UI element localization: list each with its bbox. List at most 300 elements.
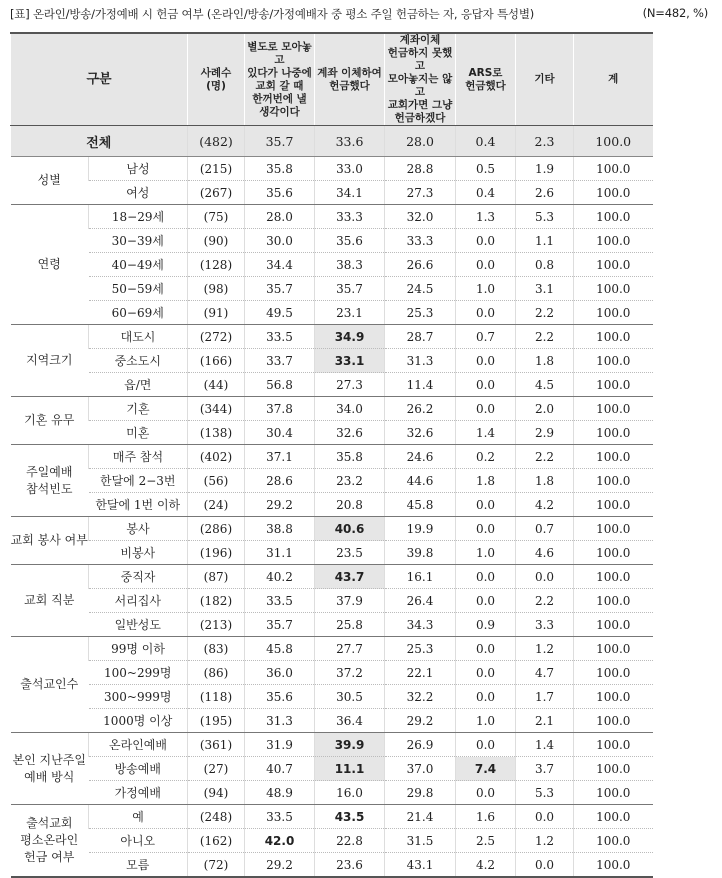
value-cell: 1.1 bbox=[516, 229, 574, 253]
subgroup-label: 18−29세 bbox=[89, 205, 188, 229]
value-cell: 32.2 bbox=[385, 685, 456, 709]
value-cell: 28.6 bbox=[245, 469, 315, 493]
subgroup-label: 아니오 bbox=[89, 829, 188, 853]
value-cell: 34.9 bbox=[315, 325, 385, 349]
subgroup-label: 온라인예배 bbox=[89, 733, 188, 757]
value-cell: 33.3 bbox=[315, 205, 385, 229]
value-cell: 32.0 bbox=[385, 205, 456, 229]
value-cell: 4.2 bbox=[456, 853, 516, 878]
group-label: 연령 bbox=[11, 205, 89, 325]
value-cell: 100.0 bbox=[574, 493, 653, 517]
total-value: 0.4 bbox=[456, 126, 516, 157]
table-row bbox=[11, 205, 653, 229]
value-cell: 100.0 bbox=[574, 205, 653, 229]
value-cell: 40.6 bbox=[315, 517, 385, 541]
table-row bbox=[11, 157, 653, 181]
total-label: 전체 bbox=[11, 126, 188, 157]
value-cell: 31.1 bbox=[245, 541, 315, 565]
value-cell: 35.6 bbox=[245, 685, 315, 709]
group-label: 출석교회 평소온라인 헌금 여부 bbox=[11, 805, 89, 878]
value-cell: 1.0 bbox=[456, 709, 516, 733]
header-gubun: 구분 bbox=[11, 33, 188, 126]
value-cell: 0.4 bbox=[456, 181, 516, 205]
value-cell: 34.4 bbox=[245, 253, 315, 277]
value-cell: 0.0 bbox=[516, 853, 574, 878]
cases-cell: (128) bbox=[188, 253, 245, 277]
cases-cell: (44) bbox=[188, 373, 245, 397]
table-row bbox=[11, 805, 653, 829]
value-cell: 1.0 bbox=[456, 541, 516, 565]
cases-cell: (98) bbox=[188, 277, 245, 301]
header-col2: 계좌 이체하여 헌금했다 bbox=[315, 33, 385, 126]
value-cell: 48.9 bbox=[245, 781, 315, 805]
cases-cell: (166) bbox=[188, 349, 245, 373]
value-cell: 36.4 bbox=[315, 709, 385, 733]
cases-cell: (118) bbox=[188, 685, 245, 709]
subgroup-label: 예 bbox=[89, 805, 188, 829]
value-cell: 0.0 bbox=[456, 733, 516, 757]
value-cell: 100.0 bbox=[574, 229, 653, 253]
value-cell: 0.0 bbox=[456, 565, 516, 589]
value-cell: 38.8 bbox=[245, 517, 315, 541]
value-cell: 39.8 bbox=[385, 541, 456, 565]
table-row bbox=[11, 301, 653, 325]
survey-table bbox=[10, 32, 653, 878]
cases-cell: (402) bbox=[188, 445, 245, 469]
value-cell: 23.5 bbox=[315, 541, 385, 565]
value-cell: 2.2 bbox=[516, 301, 574, 325]
subgroup-label: 가정예배 bbox=[89, 781, 188, 805]
subgroup-label: 100~299명 bbox=[89, 661, 188, 685]
cases-cell: (75) bbox=[188, 205, 245, 229]
table-row bbox=[11, 349, 653, 373]
value-cell: 0.0 bbox=[456, 517, 516, 541]
value-cell: 2.5 bbox=[456, 829, 516, 853]
value-cell: 100.0 bbox=[574, 661, 653, 685]
value-cell: 100.0 bbox=[574, 373, 653, 397]
table-row bbox=[11, 445, 653, 469]
group-label: 주일예배 참석빈도 bbox=[11, 445, 89, 517]
value-cell: 4.6 bbox=[516, 541, 574, 565]
value-cell: 24.6 bbox=[385, 445, 456, 469]
subgroup-label: 미혼 bbox=[89, 421, 188, 445]
value-cell: 30.4 bbox=[245, 421, 315, 445]
table-row bbox=[11, 325, 653, 349]
value-cell: 0.0 bbox=[516, 565, 574, 589]
table-row bbox=[11, 685, 653, 709]
subgroup-label: 한달에 1번 이하 bbox=[89, 493, 188, 517]
value-cell: 45.8 bbox=[385, 493, 456, 517]
value-cell: 0.2 bbox=[456, 445, 516, 469]
value-cell: 33.3 bbox=[385, 229, 456, 253]
cases-cell: (272) bbox=[188, 325, 245, 349]
value-cell: 29.2 bbox=[385, 709, 456, 733]
group-label: 출석교인수 bbox=[11, 637, 89, 733]
cases-cell: (24) bbox=[188, 493, 245, 517]
cases-cell: (215) bbox=[188, 157, 245, 181]
table-row bbox=[11, 277, 653, 301]
value-cell: 25.3 bbox=[385, 301, 456, 325]
value-cell: 11.4 bbox=[385, 373, 456, 397]
value-cell: 45.8 bbox=[245, 637, 315, 661]
cases-cell: (344) bbox=[188, 397, 245, 421]
value-cell: 0.0 bbox=[456, 637, 516, 661]
value-cell: 2.6 bbox=[516, 181, 574, 205]
subgroup-label: 60−69세 bbox=[89, 301, 188, 325]
header-col4: ARS로 헌금했다 bbox=[456, 33, 516, 126]
title-text: [표] 온라인/방송/가정예배 시 헌금 여부 (온라인/방송/가정예배자 중 평소 주일 헌금하는 자, 응답자 특성별) bbox=[10, 7, 535, 21]
value-cell: 3.3 bbox=[516, 613, 574, 637]
total-value: 100.0 bbox=[574, 126, 653, 157]
cases-cell: (267) bbox=[188, 181, 245, 205]
value-cell: 26.6 bbox=[385, 253, 456, 277]
cases-cell: (86) bbox=[188, 661, 245, 685]
value-cell: 28.0 bbox=[245, 205, 315, 229]
value-cell: 26.4 bbox=[385, 589, 456, 613]
value-cell: 33.5 bbox=[245, 805, 315, 829]
value-cell: 100.0 bbox=[574, 565, 653, 589]
value-cell: 25.8 bbox=[315, 613, 385, 637]
value-cell: 35.6 bbox=[245, 181, 315, 205]
subgroup-label: 방송예배 bbox=[89, 757, 188, 781]
value-cell: 0.0 bbox=[456, 685, 516, 709]
value-cell: 0.0 bbox=[456, 229, 516, 253]
value-cell: 36.0 bbox=[245, 661, 315, 685]
value-cell: 26.2 bbox=[385, 397, 456, 421]
table-row bbox=[11, 517, 653, 541]
value-cell: 1.6 bbox=[456, 805, 516, 829]
value-cell: 35.7 bbox=[245, 613, 315, 637]
subgroup-label: 비봉사 bbox=[89, 541, 188, 565]
value-cell: 31.5 bbox=[385, 829, 456, 853]
value-cell: 49.5 bbox=[245, 301, 315, 325]
value-cell: 1.2 bbox=[516, 829, 574, 853]
value-cell: 25.3 bbox=[385, 637, 456, 661]
cases-cell: (87) bbox=[188, 565, 245, 589]
table-row bbox=[11, 733, 653, 757]
value-cell: 100.0 bbox=[574, 445, 653, 469]
value-cell: 0.0 bbox=[456, 493, 516, 517]
value-cell: 30.5 bbox=[315, 685, 385, 709]
header-row bbox=[11, 33, 653, 126]
subgroup-label: 봉사 bbox=[89, 517, 188, 541]
value-cell: 37.9 bbox=[315, 589, 385, 613]
cases-cell: (286) bbox=[188, 517, 245, 541]
cases-cell: (56) bbox=[188, 469, 245, 493]
cases-cell: (196) bbox=[188, 541, 245, 565]
subgroup-label: 읍/면 bbox=[89, 373, 188, 397]
table-row bbox=[11, 541, 653, 565]
value-cell: 5.3 bbox=[516, 781, 574, 805]
value-cell: 28.8 bbox=[385, 157, 456, 181]
value-cell: 31.3 bbox=[245, 709, 315, 733]
subgroup-label: 한달에 2−3번 bbox=[89, 469, 188, 493]
value-cell: 0.0 bbox=[456, 397, 516, 421]
value-cell: 35.6 bbox=[315, 229, 385, 253]
value-cell: 37.2 bbox=[315, 661, 385, 685]
cases-cell: (90) bbox=[188, 229, 245, 253]
value-cell: 100.0 bbox=[574, 349, 653, 373]
value-cell: 22.8 bbox=[315, 829, 385, 853]
value-cell: 0.0 bbox=[456, 781, 516, 805]
header-col3: 계좌이체 헌금하지 못했고 모아놓지는 않고 교회가면 그냥 헌금하겠다 bbox=[385, 33, 456, 126]
table-row bbox=[11, 469, 653, 493]
value-cell: 33.5 bbox=[245, 325, 315, 349]
subgroup-label: 기혼 bbox=[89, 397, 188, 421]
cases-cell: (182) bbox=[188, 589, 245, 613]
value-cell: 21.4 bbox=[385, 805, 456, 829]
value-cell: 1.7 bbox=[516, 685, 574, 709]
value-cell: 3.7 bbox=[516, 757, 574, 781]
value-cell: 31.9 bbox=[245, 733, 315, 757]
header-col1: 별도로 모아놓고 있다가 나중에 교회 갈 때 한꺼번에 낼 생각이다 bbox=[245, 33, 315, 126]
header-cases: 사례수 (명) bbox=[188, 33, 245, 126]
cases-cell: (83) bbox=[188, 637, 245, 661]
subgroup-label: 중직자 bbox=[89, 565, 188, 589]
subgroup-label: 99명 이하 bbox=[89, 637, 188, 661]
subgroup-label: 남성 bbox=[89, 157, 188, 181]
subgroup-label: 서리집사 bbox=[89, 589, 188, 613]
value-cell: 35.7 bbox=[245, 277, 315, 301]
value-cell: 0.7 bbox=[516, 517, 574, 541]
subgroup-label: 중소도시 bbox=[89, 349, 188, 373]
group-label: 기혼 유무 bbox=[11, 397, 89, 445]
subgroup-label: 30−39세 bbox=[89, 229, 188, 253]
value-cell: 28.7 bbox=[385, 325, 456, 349]
value-cell: 100.0 bbox=[574, 733, 653, 757]
total-value: 28.0 bbox=[385, 126, 456, 157]
value-cell: 2.2 bbox=[516, 589, 574, 613]
cases-cell: (138) bbox=[188, 421, 245, 445]
value-cell: 33.5 bbox=[245, 589, 315, 613]
table-row bbox=[11, 421, 653, 445]
table-row bbox=[11, 829, 653, 853]
value-cell: 35.8 bbox=[315, 445, 385, 469]
value-cell: 33.1 bbox=[315, 349, 385, 373]
value-cell: 1.3 bbox=[456, 205, 516, 229]
table-row bbox=[11, 229, 653, 253]
value-cell: 2.2 bbox=[516, 325, 574, 349]
subgroup-label: 50−59세 bbox=[89, 277, 188, 301]
value-cell: 100.0 bbox=[574, 829, 653, 853]
table-row bbox=[11, 661, 653, 685]
group-label: 지역크기 bbox=[11, 325, 89, 397]
value-cell: 2.1 bbox=[516, 709, 574, 733]
group-label: 성별 bbox=[11, 157, 89, 205]
value-cell: 4.2 bbox=[516, 493, 574, 517]
value-cell: 37.8 bbox=[245, 397, 315, 421]
cases-cell: (361) bbox=[188, 733, 245, 757]
value-cell: 0.8 bbox=[516, 253, 574, 277]
total-value: 33.6 bbox=[315, 126, 385, 157]
value-cell: 100.0 bbox=[574, 157, 653, 181]
subgroup-label: 모름 bbox=[89, 853, 188, 878]
value-cell: 100.0 bbox=[574, 277, 653, 301]
value-cell: 37.0 bbox=[385, 757, 456, 781]
value-cell: 42.0 bbox=[245, 829, 315, 853]
value-cell: 40.7 bbox=[245, 757, 315, 781]
table-row bbox=[11, 397, 653, 421]
value-cell: 1.4 bbox=[516, 733, 574, 757]
value-cell: 34.0 bbox=[315, 397, 385, 421]
value-cell: 2.0 bbox=[516, 397, 574, 421]
value-cell: 5.3 bbox=[516, 205, 574, 229]
value-cell: 100.0 bbox=[574, 541, 653, 565]
value-cell: 27.3 bbox=[315, 373, 385, 397]
value-cell: 35.7 bbox=[315, 277, 385, 301]
value-cell: 0.0 bbox=[456, 589, 516, 613]
value-cell: 100.0 bbox=[574, 613, 653, 637]
group-label: 교회 봉사 여부 bbox=[11, 517, 89, 565]
value-cell: 100.0 bbox=[574, 397, 653, 421]
table-row bbox=[11, 253, 653, 277]
group-label: 교회 직분 bbox=[11, 565, 89, 637]
value-cell: 1.2 bbox=[516, 637, 574, 661]
value-cell: 100.0 bbox=[574, 421, 653, 445]
cases-cell: (72) bbox=[188, 853, 245, 878]
value-cell: 100.0 bbox=[574, 781, 653, 805]
value-cell: 33.0 bbox=[315, 157, 385, 181]
subgroup-label: 매주 참석 bbox=[89, 445, 188, 469]
table-row bbox=[11, 181, 653, 205]
unit-note: (N=482, %) bbox=[642, 6, 708, 20]
table-title bbox=[10, 6, 710, 26]
subgroup-label: 1000명 이상 bbox=[89, 709, 188, 733]
value-cell: 100.0 bbox=[574, 637, 653, 661]
table-row bbox=[11, 637, 653, 661]
value-cell: 44.6 bbox=[385, 469, 456, 493]
table-row bbox=[11, 613, 653, 637]
value-cell: 100.0 bbox=[574, 589, 653, 613]
total-value: 35.7 bbox=[245, 126, 315, 157]
value-cell: 0.0 bbox=[456, 301, 516, 325]
value-cell: 40.2 bbox=[245, 565, 315, 589]
value-cell: 4.7 bbox=[516, 661, 574, 685]
value-cell: 24.5 bbox=[385, 277, 456, 301]
value-cell: 100.0 bbox=[574, 181, 653, 205]
value-cell: 35.8 bbox=[245, 157, 315, 181]
value-cell: 2.9 bbox=[516, 421, 574, 445]
value-cell: 39.9 bbox=[315, 733, 385, 757]
value-cell: 43.7 bbox=[315, 565, 385, 589]
value-cell: 34.1 bbox=[315, 181, 385, 205]
value-cell: 16.1 bbox=[385, 565, 456, 589]
cases-cell: (27) bbox=[188, 757, 245, 781]
header-col5: 기타 bbox=[516, 33, 574, 126]
table-row bbox=[11, 781, 653, 805]
value-cell: 0.0 bbox=[456, 661, 516, 685]
subgroup-label: 300~999명 bbox=[89, 685, 188, 709]
value-cell: 27.3 bbox=[385, 181, 456, 205]
table-row bbox=[11, 757, 653, 781]
cases-cell: (248) bbox=[188, 805, 245, 829]
value-cell: 100.0 bbox=[574, 757, 653, 781]
value-cell: 1.4 bbox=[456, 421, 516, 445]
value-cell: 100.0 bbox=[574, 469, 653, 493]
value-cell: 0.0 bbox=[456, 349, 516, 373]
value-cell: 23.6 bbox=[315, 853, 385, 878]
table-row bbox=[11, 373, 653, 397]
subgroup-label: 여성 bbox=[89, 181, 188, 205]
header-col6: 계 bbox=[574, 33, 653, 126]
value-cell: 19.9 bbox=[385, 517, 456, 541]
value-cell: 32.6 bbox=[385, 421, 456, 445]
value-cell: 1.8 bbox=[516, 349, 574, 373]
value-cell: 27.7 bbox=[315, 637, 385, 661]
value-cell: 32.6 bbox=[315, 421, 385, 445]
subgroup-label: 대도시 bbox=[89, 325, 188, 349]
value-cell: 37.1 bbox=[245, 445, 315, 469]
table-row bbox=[11, 853, 653, 878]
value-cell: 26.9 bbox=[385, 733, 456, 757]
value-cell: 30.0 bbox=[245, 229, 315, 253]
value-cell: 100.0 bbox=[574, 301, 653, 325]
value-cell: 1.0 bbox=[456, 277, 516, 301]
value-cell: 100.0 bbox=[574, 685, 653, 709]
value-cell: 4.5 bbox=[516, 373, 574, 397]
value-cell: 29.2 bbox=[245, 493, 315, 517]
value-cell: 3.1 bbox=[516, 277, 574, 301]
table-row bbox=[11, 565, 653, 589]
value-cell: 33.7 bbox=[245, 349, 315, 373]
subgroup-label: 40−49세 bbox=[89, 253, 188, 277]
value-cell: 7.4 bbox=[456, 757, 516, 781]
value-cell: 0.0 bbox=[516, 805, 574, 829]
value-cell: 0.7 bbox=[456, 325, 516, 349]
subgroup-label: 일반성도 bbox=[89, 613, 188, 637]
value-cell: 31.3 bbox=[385, 349, 456, 373]
total-value: 2.3 bbox=[516, 126, 574, 157]
value-cell: 34.3 bbox=[385, 613, 456, 637]
value-cell: 29.2 bbox=[245, 853, 315, 878]
value-cell: 0.9 bbox=[456, 613, 516, 637]
value-cell: 0.0 bbox=[456, 373, 516, 397]
value-cell: 100.0 bbox=[574, 253, 653, 277]
value-cell: 1.8 bbox=[516, 469, 574, 493]
value-cell: 16.0 bbox=[315, 781, 385, 805]
value-cell: 100.0 bbox=[574, 517, 653, 541]
value-cell: 0.0 bbox=[456, 253, 516, 277]
cases-cell: (162) bbox=[188, 829, 245, 853]
value-cell: 43.1 bbox=[385, 853, 456, 878]
total-cases: (482) bbox=[188, 126, 245, 157]
value-cell: 38.3 bbox=[315, 253, 385, 277]
value-cell: 22.1 bbox=[385, 661, 456, 685]
total-row bbox=[11, 126, 653, 157]
cases-cell: (91) bbox=[188, 301, 245, 325]
value-cell: 100.0 bbox=[574, 325, 653, 349]
cases-cell: (94) bbox=[188, 781, 245, 805]
value-cell: 100.0 bbox=[574, 709, 653, 733]
value-cell: 11.1 bbox=[315, 757, 385, 781]
value-cell: 20.8 bbox=[315, 493, 385, 517]
value-cell: 100.0 bbox=[574, 805, 653, 829]
value-cell: 1.9 bbox=[516, 157, 574, 181]
cases-cell: (213) bbox=[188, 613, 245, 637]
value-cell: 43.5 bbox=[315, 805, 385, 829]
value-cell: 29.8 bbox=[385, 781, 456, 805]
value-cell: 0.5 bbox=[456, 157, 516, 181]
value-cell: 56.8 bbox=[245, 373, 315, 397]
value-cell: 1.8 bbox=[456, 469, 516, 493]
value-cell: 100.0 bbox=[574, 853, 653, 878]
value-cell: 23.2 bbox=[315, 469, 385, 493]
cases-cell: (195) bbox=[188, 709, 245, 733]
table-row bbox=[11, 493, 653, 517]
value-cell: 2.2 bbox=[516, 445, 574, 469]
value-cell: 23.1 bbox=[315, 301, 385, 325]
group-label: 본인 지난주일 예배 방식 bbox=[11, 733, 89, 805]
